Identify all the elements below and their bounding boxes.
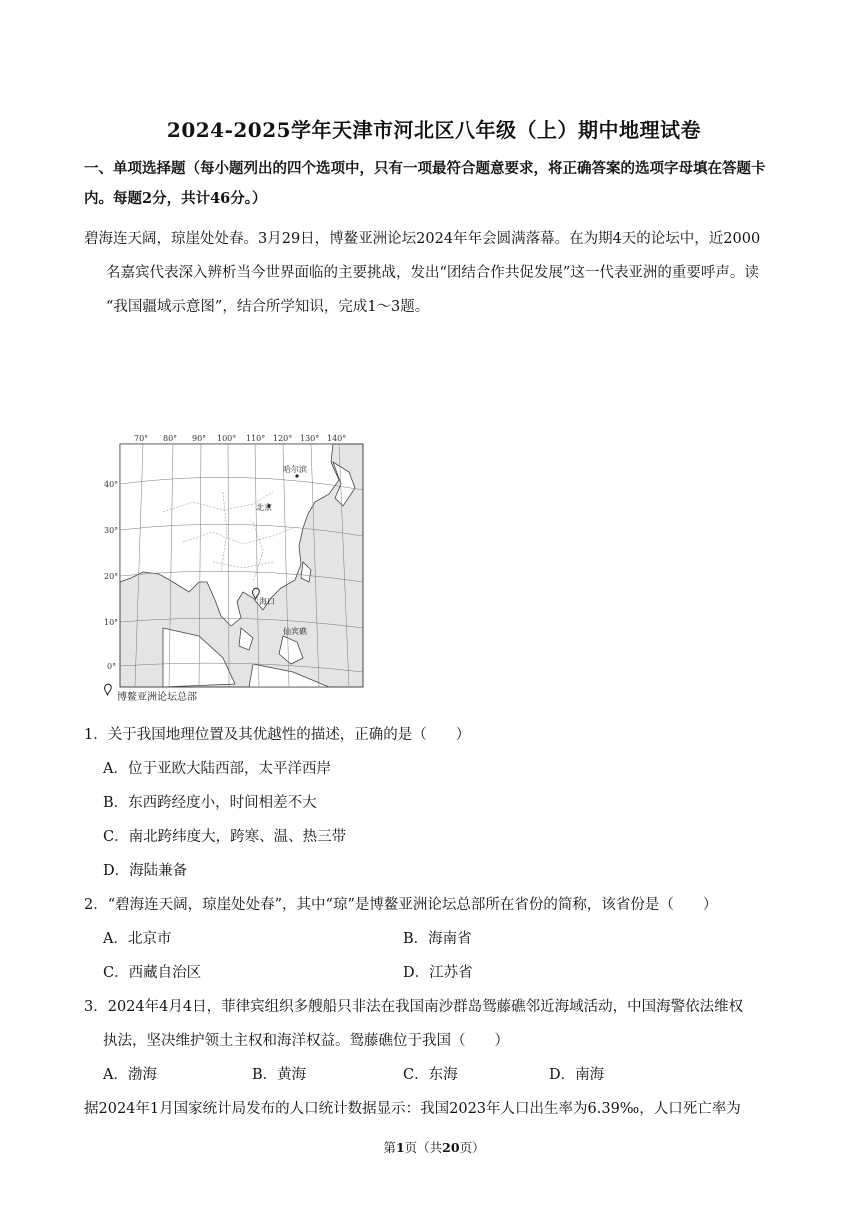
- china-territory-map: [103, 432, 365, 707]
- q2-option-d[interactable]: D．江苏省: [403, 965, 473, 981]
- next-passage-line: 据2024年1月国家统计局发布的人口统计数据显示：我国2023年人口出生率为6.39‰，人口死亡率为: [84, 1101, 741, 1117]
- q3-option-c[interactable]: C．东海: [403, 1067, 458, 1083]
- lat-label: 40°: [104, 480, 119, 489]
- question-1-stem: 1．关于我国地理位置及其优越性的描述，正确的是（ ）: [84, 727, 471, 743]
- q1-option-c[interactable]: C．南北跨纬度大，跨寒、温、热三带: [103, 829, 347, 845]
- lon-label: 110°: [246, 434, 266, 443]
- intro-line: 名嘉宾代表深入辨析当今世界面临的主要挑战，发出“团结合作共促发展”这一代表亚洲的重要呼声。读: [106, 265, 759, 281]
- q3-option-b[interactable]: B．黄海: [252, 1067, 307, 1083]
- lon-label: 130°: [300, 434, 320, 443]
- page-footer: [0, 1138, 868, 1156]
- q3-option-d[interactable]: D．南海: [549, 1067, 605, 1083]
- q3-option-a[interactable]: A．渤海: [103, 1067, 157, 1083]
- place-haikou: 海口: [259, 597, 275, 606]
- place-reef: 仙宾礁: [283, 627, 307, 636]
- question-3-stem-line2: 执法，坚决维护领土主权和海洋权益。鸳藤礁位于我国（ ）: [103, 1033, 509, 1049]
- footer-total-pages: 20: [442, 1140, 460, 1155]
- footer-page-number: 1: [395, 1140, 405, 1155]
- footer-mid: 页（共: [404, 1140, 443, 1155]
- q2-option-a[interactable]: A．北京市: [103, 931, 172, 947]
- lat-label: 0°: [107, 662, 117, 671]
- lon-label: 90°: [192, 434, 207, 443]
- lon-label: 120°: [273, 434, 293, 443]
- lat-label: 10°: [104, 618, 119, 627]
- lon-label: 70°: [134, 434, 149, 443]
- lat-label: 20°: [104, 572, 119, 581]
- q1-option-a[interactable]: A．位于亚欧大陆西部，太平洋西岸: [103, 761, 331, 777]
- intro-line: 碧海连天阔，琼崖处处春。3月29日，博鳌亚洲论坛2024年年会圆满落幕。在为期4天的论坛中，近2000: [84, 231, 761, 247]
- lat-label: 30°: [104, 526, 119, 535]
- place-beijing: 北京: [256, 503, 272, 512]
- place-harbin: 哈尔滨: [283, 465, 307, 474]
- lon-label: 100°: [217, 434, 237, 443]
- city-dot: [295, 474, 298, 477]
- q1-option-d[interactable]: D．海陆兼备: [103, 863, 188, 879]
- question-2-stem: 2．“碧海连天阔，琼崖处处春”，其中“琼”是博鳌亚洲论坛总部所在省份的简称，该省份是（ ）: [84, 897, 718, 913]
- q1-option-b[interactable]: B．东西跨经度小，时间相差不大: [103, 795, 317, 811]
- lon-label: 140°: [327, 434, 347, 443]
- section-heading: 一、单项选择题（每小题列出的四个选项中，只有一项最符合题意要求，将正确答案的选项字母填在答题卡内。每题2分，共计46分。）: [84, 160, 766, 207]
- q2-option-b[interactable]: B．海南省: [403, 931, 472, 947]
- page-title: 2024-2025学年天津市河北区八年级（上）期中地理试卷: [166, 118, 702, 142]
- legend-label: 博鳌亚洲论坛总部: [117, 692, 197, 703]
- footer-suffix: 页）: [459, 1140, 485, 1155]
- lon-label: 80°: [163, 434, 178, 443]
- footer-prefix: 第: [383, 1140, 396, 1155]
- q2-option-c[interactable]: C．西藏自治区: [103, 965, 202, 981]
- question-3-stem-line1: 3．2024年4月4日，菲律宾组织多艘船只非法在我国南沙群岛鸳藤礁邻近海域活动，中国海警依法维权: [84, 999, 744, 1015]
- intro-paragraph: [84, 222, 788, 324]
- intro-line: “我国疆域示意图”，结合所学知识，完成1～3题。: [106, 299, 430, 315]
